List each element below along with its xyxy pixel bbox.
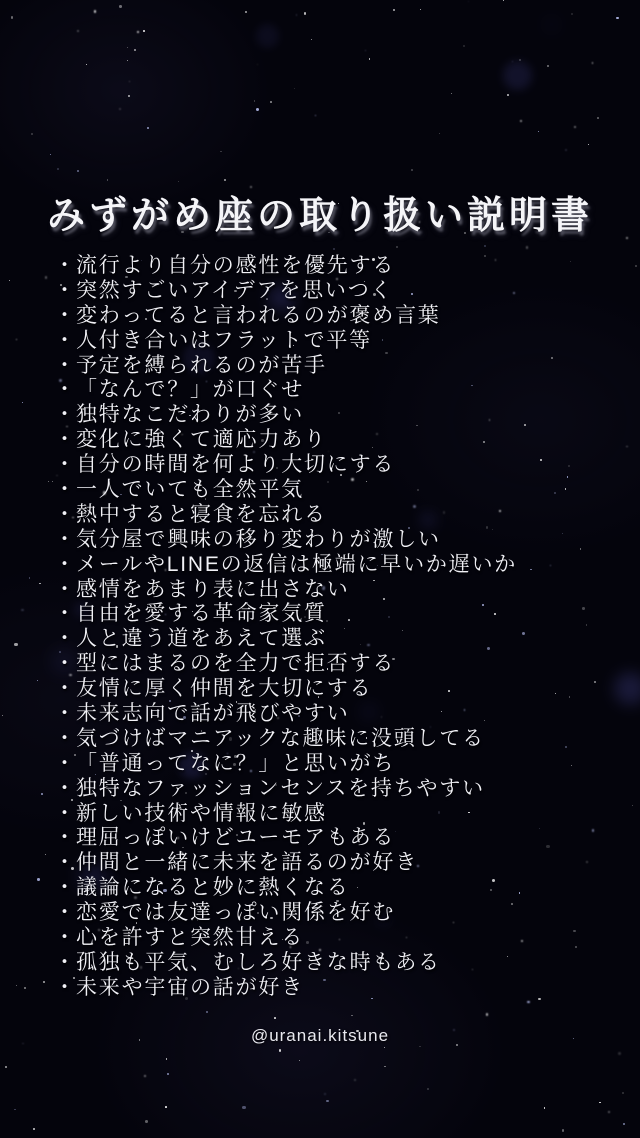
trait-list-item [54, 528, 517, 553]
bullet-icon: ・ [54, 726, 77, 750]
bullet-icon: ・ [54, 502, 77, 526]
bullet-icon: ・ [54, 403, 77, 427]
trait-list-item [54, 478, 517, 503]
bullet-icon: ・ [54, 378, 77, 402]
bullet-icon: ・ [54, 702, 77, 726]
trait-text: 未来志向で話が飛びやすい [76, 702, 350, 726]
bullet-icon: ・ [54, 552, 77, 576]
trait-text: 未来や宇宙の話が好き [76, 975, 304, 999]
trait-text: 型にはまるのを全力で拒否する [76, 652, 396, 676]
trait-text: メールやLINEの返信は極端に早いか遅いか [76, 552, 518, 576]
trait-text: 一人でいても全然平気 [76, 478, 304, 502]
trait-text: 議論になると妙に熱くなる [76, 876, 350, 900]
trait-text: 流行より自分の感性を優先する [76, 254, 396, 277]
bullet-icon: ・ [54, 926, 77, 950]
bullet-icon: ・ [54, 478, 77, 502]
trait-list-item [54, 851, 517, 876]
trait-list-item [54, 627, 517, 652]
bullet-icon: ・ [54, 328, 77, 352]
bullet-icon: ・ [54, 876, 77, 900]
trait-text: 感情をあまり表に出さない [76, 577, 350, 601]
trait-text: 独特なファッションセンスを持ちやすい [76, 776, 485, 800]
trait-text: 心を許すと突然甘える [76, 926, 304, 950]
bullet-icon: ・ [54, 254, 77, 277]
trait-list-item [54, 976, 517, 1001]
trait-text: 「なんで？」が口ぐせ [76, 378, 304, 402]
trait-list-item [54, 403, 517, 428]
trait-text: 気分屋で興味の移り変わりが激しい [76, 527, 441, 551]
credit-handle: @uranai.kitsune [250, 1026, 390, 1045]
bullet-icon: ・ [54, 602, 77, 626]
trait-text: 人と違う道をあえて選ぶ [76, 627, 327, 651]
bullet-icon: ・ [54, 303, 77, 327]
trait-text: 恋愛では友達っぽい関係を好む [76, 901, 396, 925]
trait-list-item [54, 926, 517, 951]
trait-list-item [54, 578, 517, 603]
trait-text: 友情に厚く仲間を大切にする [76, 677, 373, 701]
bullet-icon: ・ [54, 453, 77, 477]
bullet-icon: ・ [54, 826, 77, 850]
trait-list-item [54, 652, 517, 677]
trait-text: 理屈っぽいけどユーモアもある [76, 826, 396, 850]
trait-list-item [54, 453, 517, 478]
trait-text: 熱中すると寝食を忘れる [76, 502, 327, 526]
trait-list-item [54, 329, 517, 354]
trait-text: 仲間と一緒に未来を語るのが好き [76, 851, 418, 875]
trait-list-item [54, 876, 517, 901]
trait-list-item [54, 279, 517, 304]
trait-list-item [54, 428, 517, 453]
bullet-icon: ・ [54, 677, 77, 701]
bullet-icon: ・ [54, 901, 77, 925]
bullet-icon: ・ [54, 353, 77, 377]
trait-text: 「普通ってなに？」と思いがち [76, 751, 396, 775]
trait-text: 突然すごいアイデアを思いつく [76, 278, 394, 302]
trait-text: 人付き合いはフラットで平等 [76, 328, 372, 352]
trait-text: 予定を縛られるのが苦手 [76, 353, 327, 377]
trait-list-item [54, 901, 517, 926]
bullet-icon: ・ [54, 975, 77, 999]
trait-text: 孤独も平気、むしろ好きな時もある [76, 950, 441, 974]
trait-list-item [54, 254, 517, 279]
bullet-icon: ・ [54, 428, 77, 452]
trait-text: 変わってると言われるのが褒め言葉 [76, 303, 441, 327]
trait-list-item [54, 378, 517, 403]
trait-list-item [54, 304, 517, 329]
trait-text: 新しい技術や情報に敏感 [76, 801, 327, 825]
bullet-icon: ・ [54, 801, 77, 825]
bullet-icon: ・ [54, 851, 77, 875]
trait-list-item [54, 826, 517, 851]
trait-list [54, 254, 517, 1001]
trait-list-item [54, 702, 517, 727]
trait-list-item [54, 354, 517, 379]
bullet-icon: ・ [54, 278, 77, 302]
bullet-icon: ・ [54, 527, 77, 551]
bullet-icon: ・ [54, 577, 77, 601]
bullet-icon: ・ [54, 776, 77, 800]
trait-text: 独特なこだわりが多い [76, 403, 304, 427]
trait-text: 変化に強くて適応力あり [76, 428, 327, 452]
trait-list-item [54, 727, 517, 752]
trait-list-item [54, 951, 517, 976]
trait-text: 自分の時間を何より大切にする [76, 453, 396, 477]
bullet-icon: ・ [54, 950, 77, 974]
trait-text: 自由を愛する革命家気質 [76, 602, 327, 626]
bullet-icon: ・ [54, 751, 77, 775]
trait-list-item [54, 777, 517, 802]
trait-list-item [54, 553, 517, 578]
trait-text: 気づけばマニアックな趣味に没頭してる [76, 726, 485, 750]
bullet-icon: ・ [54, 652, 77, 676]
page-title: みずがめ座の取り扱い説明書 [46, 195, 593, 237]
trait-list-item [54, 503, 517, 528]
trait-list-item [54, 752, 517, 777]
bullet-icon: ・ [54, 627, 77, 651]
trait-list-item [54, 602, 517, 627]
trait-list-item [54, 802, 517, 827]
trait-list-item [54, 677, 517, 702]
